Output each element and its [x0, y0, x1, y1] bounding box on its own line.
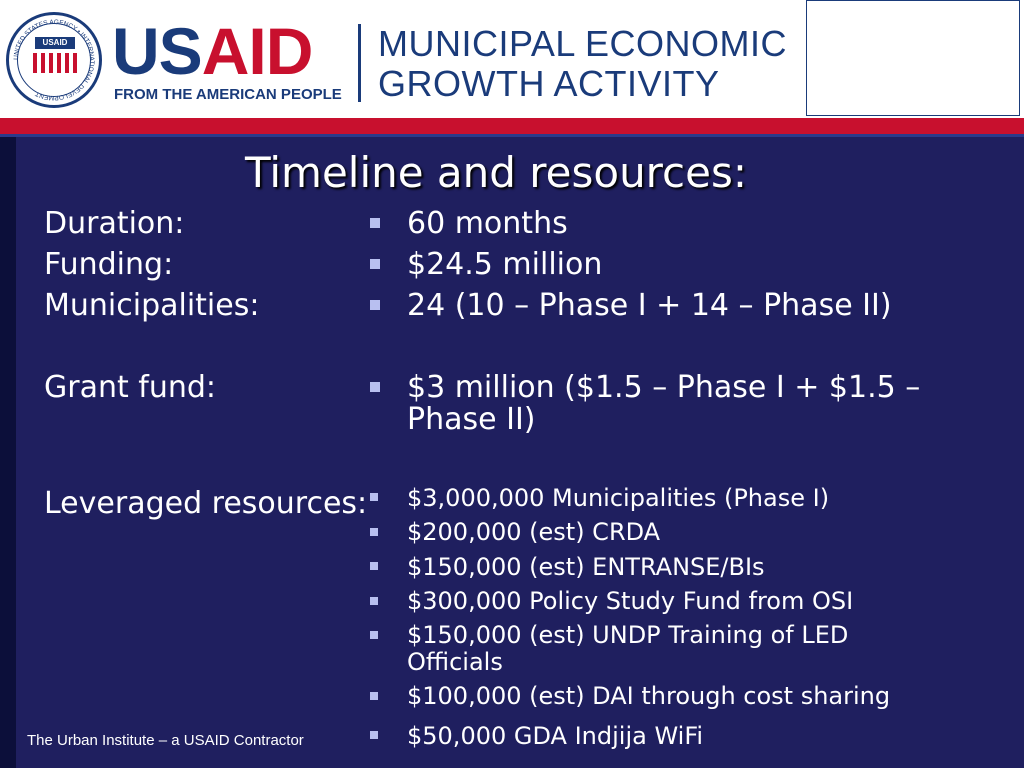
bullet-icon — [370, 493, 378, 501]
partner-logo-box — [806, 0, 1020, 116]
slide-title: Timeline and resources: — [245, 148, 747, 197]
leveraged-item: $50,000 GDA Indjija WiFi — [407, 722, 704, 750]
leveraged-item: $150,000 (est) UNDP Training of LED Officials — [407, 621, 849, 676]
program-line-1: MUNICIPAL ECONOMIC — [378, 23, 788, 64]
duration-value: 60 months — [407, 206, 568, 241]
left-strip — [0, 137, 16, 768]
wordmark-us: US — [112, 14, 202, 88]
usaid-seal-logo — [6, 12, 102, 108]
grant-fund-label: Grant fund: — [44, 370, 217, 405]
bullet-icon — [370, 528, 378, 536]
bullet-icon — [370, 382, 380, 392]
seal-label: USAID — [35, 37, 75, 49]
grant-fund-value: $3 million ($1.5 – Phase I + $1.5 – Phase II) — [407, 370, 921, 437]
blue-rule — [0, 134, 1024, 137]
program-line-2: GROWTH ACTIVITY — [378, 63, 720, 104]
funding-label: Funding: — [44, 247, 174, 282]
bullet-icon — [370, 731, 378, 739]
wordmark-aid: AID — [201, 14, 313, 88]
leveraged-item: $150,000 (est) ENTRANSE/BIs — [407, 553, 765, 581]
header-divider — [358, 24, 361, 102]
usaid-tagline: FROM THE AMERICAN PEOPLE — [114, 86, 342, 103]
municipalities-label: Municipalities: — [44, 288, 260, 323]
bullet-icon — [370, 300, 380, 310]
duration-label: Duration: — [44, 206, 185, 241]
leveraged-label: Leveraged resources: — [44, 486, 368, 521]
bullet-icon — [370, 562, 378, 570]
leveraged-item: $200,000 (est) CRDA — [407, 518, 661, 546]
slide-header — [0, 0, 1024, 118]
program-name — [378, 24, 787, 104]
bullet-icon — [370, 597, 378, 605]
leveraged-item: $3,000,000 Municipalities (Phase I) — [407, 484, 830, 512]
bullet-icon — [370, 218, 380, 228]
svg-text:UNITED STATES AGENCY • INTERNA: UNITED STATES AGENCY • INTERNATIONAL DEVELOPMENT — [12, 18, 96, 102]
bullet-icon — [370, 259, 380, 269]
bullet-icon — [370, 692, 378, 700]
leveraged-item: $100,000 (est) DAI through cost sharing — [407, 682, 891, 710]
bullet-icon — [370, 631, 378, 639]
funding-value: $24.5 million — [407, 247, 603, 282]
footer-credit: The Urban Institute – a USAID Contractor — [27, 732, 304, 749]
municipalities-value: 24 (10 – Phase I + 14 – Phase II) — [407, 288, 892, 323]
leveraged-item: $300,000 Policy Study Fund from OSI — [407, 587, 854, 615]
usaid-wordmark — [112, 14, 313, 88]
seal-stripes — [33, 53, 77, 73]
